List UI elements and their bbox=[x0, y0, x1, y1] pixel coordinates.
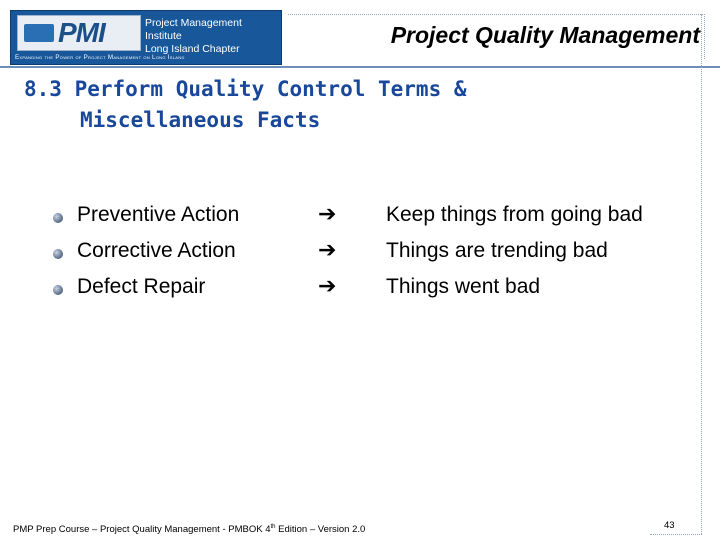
slide-title-line2: Miscellaneous Facts bbox=[80, 108, 321, 132]
term-row bbox=[0, 271, 720, 307]
logo-tagline: Expanding the Power of Project Management on Long Island bbox=[15, 54, 185, 61]
slide-title bbox=[24, 74, 467, 136]
header-title: Project Quality Management bbox=[390, 22, 700, 48]
term-row bbox=[0, 199, 720, 235]
term-label: Preventive Action bbox=[77, 203, 240, 226]
globe-icon bbox=[24, 24, 54, 42]
bullet-icon bbox=[53, 285, 63, 295]
right-arrow-icon: ➔ bbox=[318, 237, 337, 262]
footer-superscript: th bbox=[270, 524, 276, 530]
bullet-icon bbox=[53, 249, 63, 259]
term-meaning: Keep things from going bad bbox=[386, 203, 643, 226]
page-number: 43 bbox=[664, 520, 675, 531]
logo-letters: PMI bbox=[58, 17, 105, 48]
slide-title-line1: 8.3 Perform Quality Control Terms & bbox=[24, 77, 467, 101]
term-meaning: Things are trending bad bbox=[386, 239, 608, 262]
footer-text-main: PMP Prep Course – Project Quality Management - PMBOK 4 bbox=[13, 524, 271, 536]
logo-org-name bbox=[145, 17, 281, 56]
bullet-icon bbox=[53, 213, 63, 223]
pmi-logo-mark bbox=[17, 15, 141, 51]
pmi-logo bbox=[10, 10, 282, 65]
header-divider bbox=[0, 66, 720, 68]
footer-text-end: Edition – Version 2.0 bbox=[275, 524, 366, 536]
bottom-frame-rule bbox=[650, 534, 702, 536]
term-label: Defect Repair bbox=[77, 275, 206, 298]
right-arrow-icon: ➔ bbox=[318, 201, 337, 226]
right-arrow-icon: ➔ bbox=[318, 273, 337, 298]
logo-org-line2: Long Island Chapter bbox=[145, 43, 240, 55]
logo-org-line1: Project Management Institute bbox=[145, 17, 242, 42]
term-row bbox=[0, 235, 720, 271]
footer-text bbox=[13, 524, 365, 535]
term-meaning: Things went bad bbox=[386, 275, 541, 298]
term-label: Corrective Action bbox=[77, 239, 236, 262]
right-frame-rule bbox=[700, 14, 702, 534]
